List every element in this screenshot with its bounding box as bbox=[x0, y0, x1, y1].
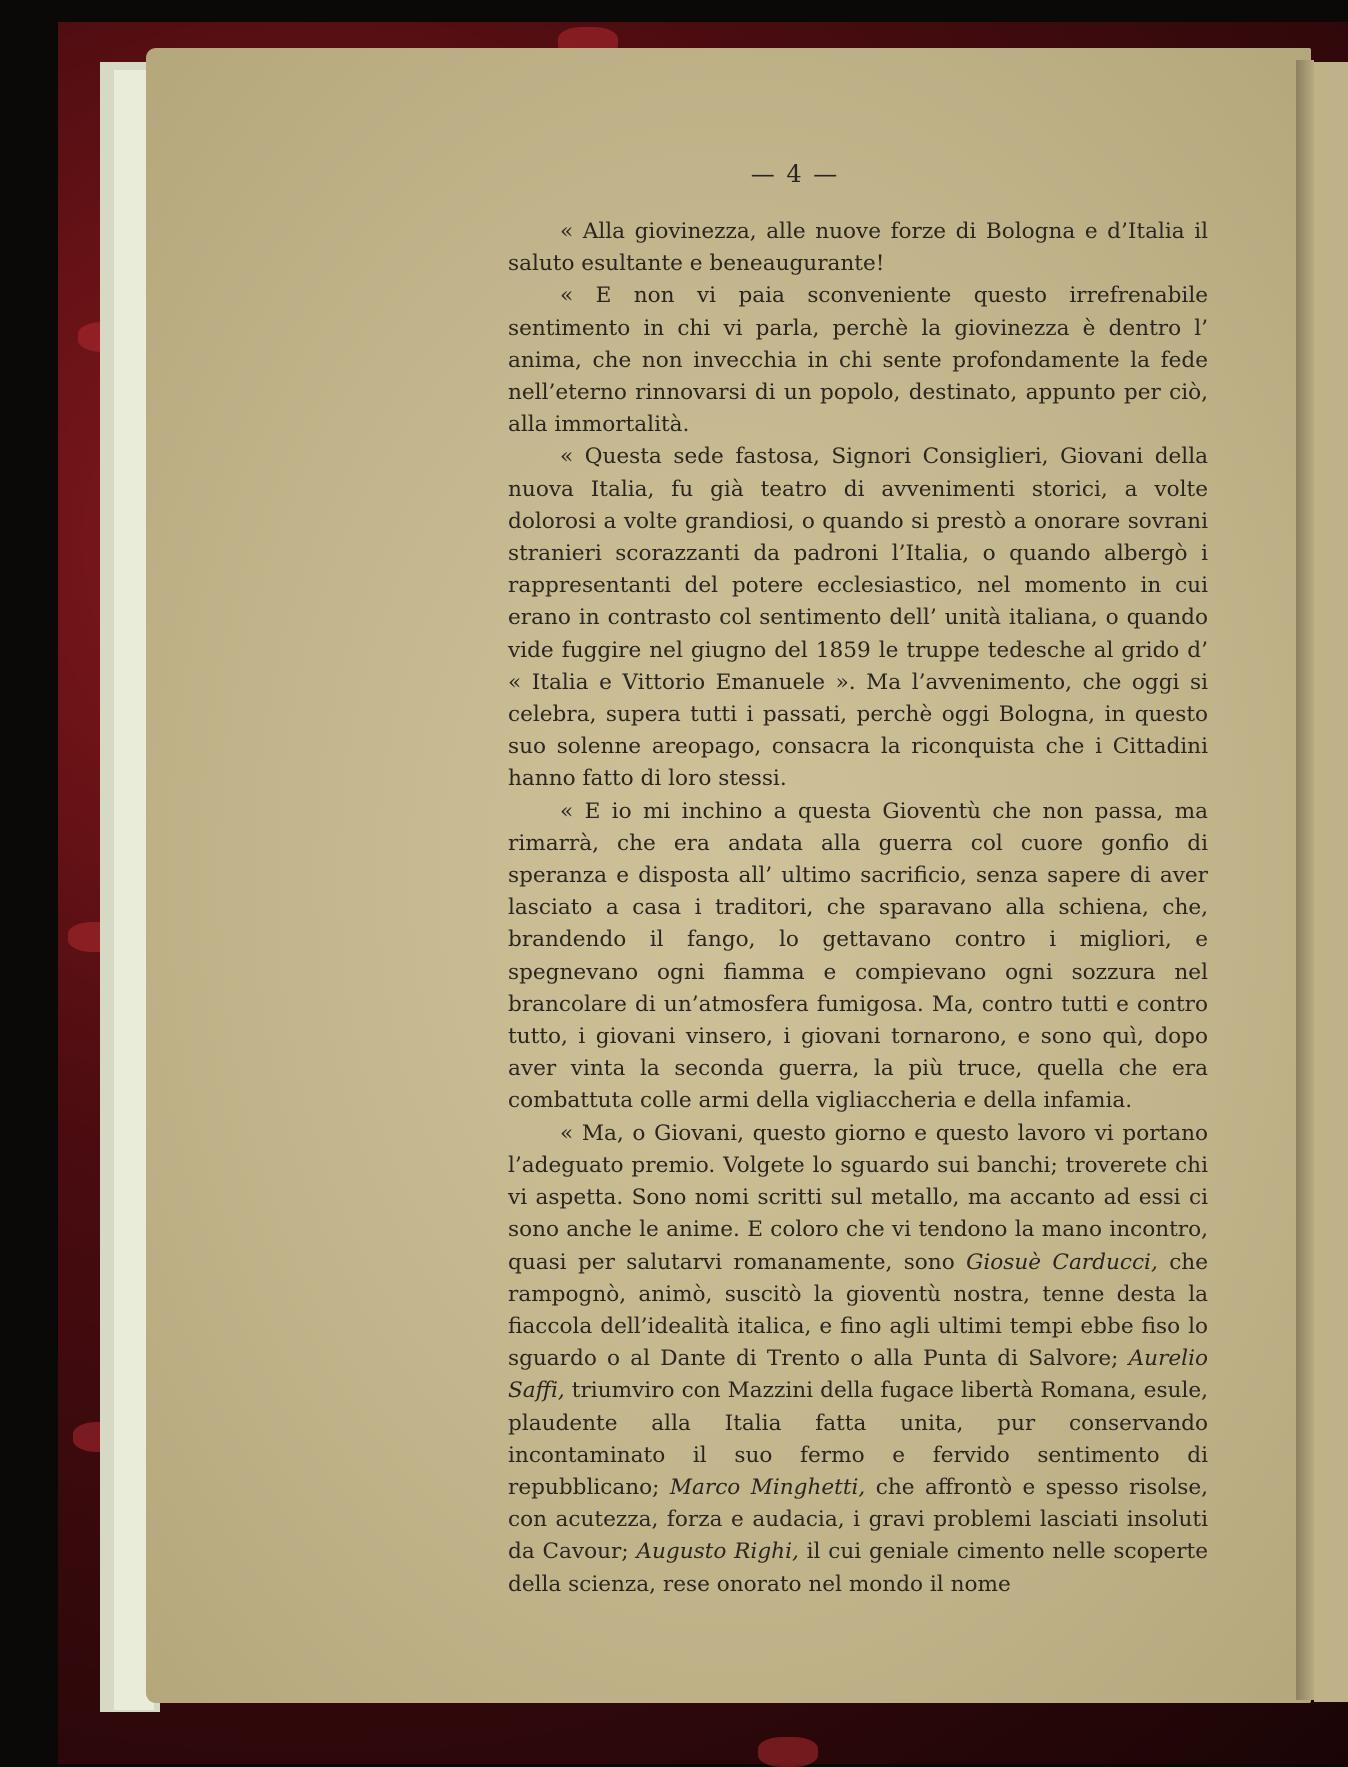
body-text bbox=[508, 216, 1208, 1601]
text-run: triumviro con Mazzini della fugace libertà Romana, esule, plaudente alla Italia fatta unita, pur conservando incontaminato il suo fermo e fervido sentimento di repubblicano; bbox=[508, 1378, 1208, 1500]
italic-name: Aurelio Saffi, bbox=[508, 1346, 1208, 1404]
italic-name: Augusto Righi, bbox=[636, 1539, 799, 1565]
paragraph bbox=[508, 1118, 1208, 1601]
italic-name: Giosuè Carducci, bbox=[966, 1249, 1158, 1275]
text-run: che affrontò e spesso risolse, con acutezza, forza e audacia, i gravi problemi lasciati insoluti da Cavour; bbox=[508, 1474, 1208, 1565]
paragraph bbox=[508, 216, 1208, 280]
text-run: « E io mi inchino a questa Gioventù che non passa, ma rimarrà, che era andata alla guerra col cuore gonfio di speranza e disposta all’ ultimo sacrificio, senza sapere di aver lasciato a casa i traditori, che sparavano alla schiena, che, brandendo il fango, lo gettavano contro i migliori, e spegnevano ogni fiamma e compievano ogni sozzura nel brancolare di un’atmosfera fumigosa. Ma, contro tutti e contro tutto, i giovani vinsero, i giovani tornarono, e sono quì, dopo aver vinta la seconda guerra, la più truce, quella che era combattuta colle armi della vigliaccheria e della infamia. bbox=[508, 798, 1208, 1114]
paragraph bbox=[508, 280, 1208, 441]
text-run: il cui geniale cimento nelle scoperte della scienza, rese onorato nel mondo il nome bbox=[508, 1539, 1208, 1597]
text-run: che rampognò, animò, suscitò la gioventù nostra, tenne desta la fiaccola dell’idealità italica, e fino agli ultimi tempi ebbe fiso lo sguardo o al Dante di Trento o alla Punta di Salvore; bbox=[508, 1249, 1208, 1372]
facing-page-edge bbox=[1314, 62, 1348, 1702]
paragraph bbox=[508, 796, 1208, 1118]
italic-name: Marco Minghetti, bbox=[669, 1474, 866, 1500]
text-run: « E non vi paia sconveniente questo irrefrenabile sentimento in chi vi parla, perchè la giovinezza è dentro l’ anima, che non invecchia in chi sente profondamente la fede nell’eterno rinnovarsi di un popolo, destinato, appunto per ciò, alla immortalità. bbox=[508, 283, 1208, 438]
text-run: « Questa sede fastosa, Signori Consiglieri, Giovani della nuova Italia, fu già teatro di avvenimenti storici, a volte dolorosi a volte grandiosi, o quando si prestò a onorare sovrani stranieri scorazzanti da padroni l’Italia, o quando albergò i rappresentanti del potere ecclesiastico, nel momento in cui erano in contrasto col sentimento dell’ unità italiana, o quando vide fuggire nel giugno del 1859 le truppe tedesche al grido d’ « Italia e Vittorio Emanuele ». Ma l’avvenimento, che oggi si celebra, supera tutti i passati, perchè oggi Bologna, in questo suo solenne areopago, consacra la riconquista che i Cittadini hanno fatto di loro stessi. bbox=[508, 444, 1208, 792]
text-run: « Ma, o Giovani, questo giorno e questo lavoro vi portano l’adeguato premio. Volgete lo sguardo sui banchi; troverete chi vi aspetta. Sono nomi scritti sul metallo, ma accanto ad essi ci sono anche le anime. E coloro che vi tendono la mano incontro, quasi per salutarvi romanamente, sono bbox=[508, 1120, 1208, 1275]
page-gutter bbox=[1296, 60, 1314, 1700]
paragraph bbox=[508, 441, 1208, 795]
page-number: — 4 — bbox=[750, 160, 840, 188]
text-run: « Alla giovinezza, alle nuove forze di Bologna e d’Italia il saluto esultante e beneaugurante! bbox=[508, 219, 1208, 277]
cover-marbling bbox=[758, 1737, 818, 1767]
